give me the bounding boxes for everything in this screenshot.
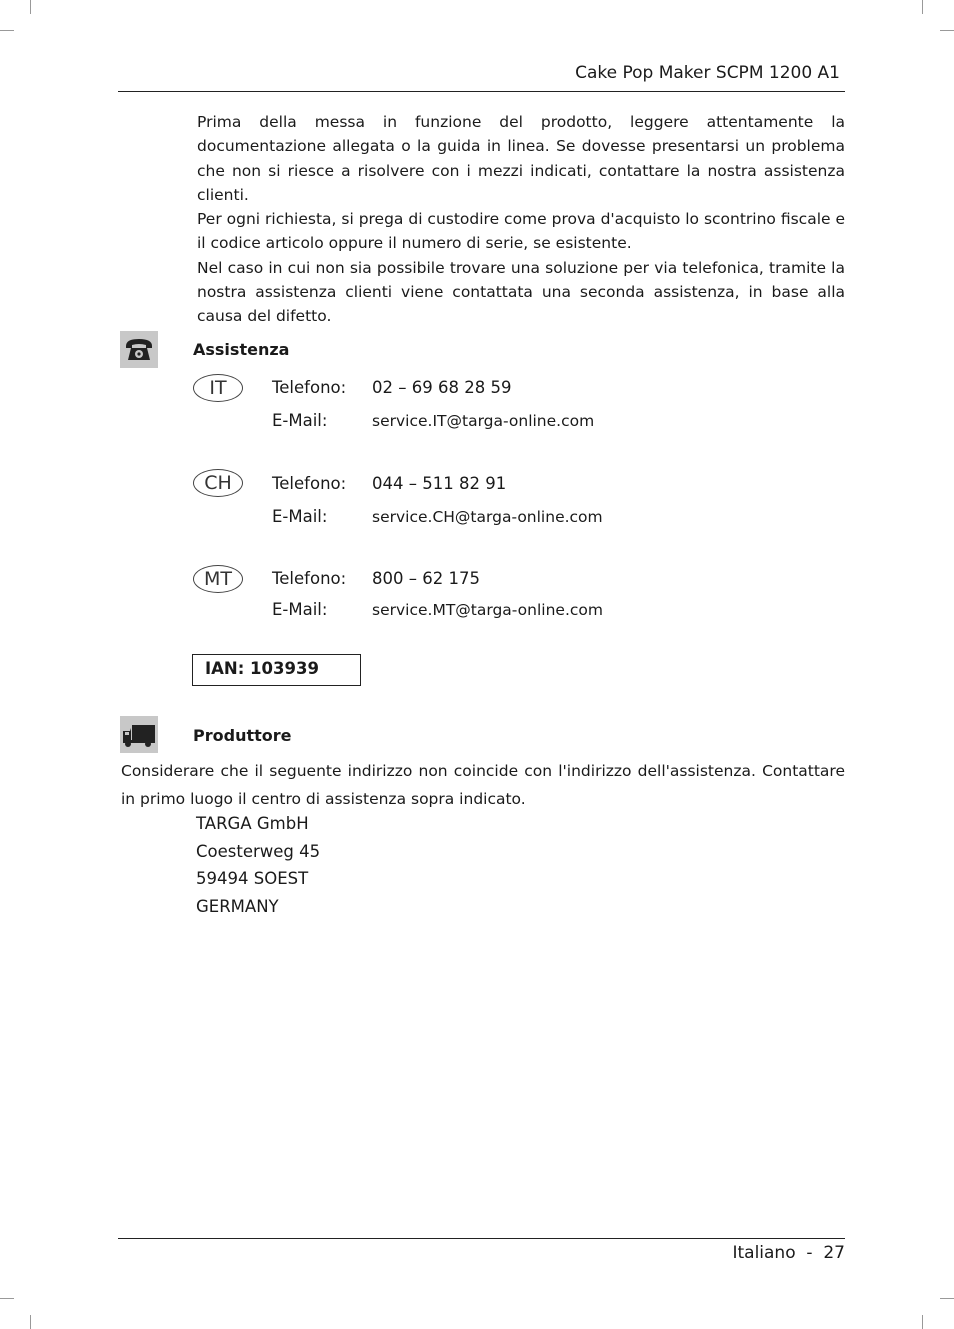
assistenza-title: Assistenza (193, 340, 290, 359)
email-link[interactable]: service.MT@targa-online.com (372, 601, 603, 619)
intro-text (197, 110, 845, 329)
address-line: TARGA GmbH (196, 814, 309, 833)
truck-icon (120, 716, 158, 753)
footer-rule (118, 1238, 845, 1239)
phone-number: 02 – 69 68 28 59 (372, 378, 512, 397)
crop-mark (922, 1315, 923, 1329)
crop-mark (0, 30, 14, 31)
phone-label: Telefono: (272, 378, 347, 397)
page-number: Italiano - 27 (732, 1243, 845, 1263)
header-title: Cake Pop Maker SCPM 1200 A1 (575, 63, 840, 83)
address-line: GERMANY (196, 897, 279, 916)
phone-number: 044 – 511 82 91 (372, 474, 507, 493)
ian-box: IAN: 103939 (192, 654, 361, 686)
intro-paragraph: Nel caso in cui non sia possibile trovare una soluzione per via telefonica, tramite la nostra assistenza clienti viene contattata una seconda assistenza, in base alla causa del difetto. (197, 258, 845, 326)
crop-mark (0, 1298, 14, 1299)
crop-mark (940, 1298, 954, 1299)
crop-mark (940, 30, 954, 31)
address-line: Coesterweg 45 (196, 842, 321, 861)
email-label: E-Mail: (272, 411, 328, 430)
crop-mark (922, 0, 923, 14)
crop-mark (30, 0, 31, 14)
country-badge-ch: CH (193, 469, 243, 497)
header-rule (118, 91, 845, 92)
email-label: E-Mail: (272, 507, 328, 526)
email-label: E-Mail: (272, 600, 328, 619)
email-link[interactable]: service.CH@targa-online.com (372, 508, 603, 526)
phone-label: Telefono: (272, 569, 347, 588)
country-badge-mt: MT (193, 565, 243, 593)
country-badge-it: IT (193, 374, 243, 402)
phone-number: 800 – 62 175 (372, 569, 480, 588)
produttore-text: Considerare che il seguente indirizzo non coincide con l'indirizzo dell'assistenza. Contattare in primo luogo il centro di assistenza sopra indicato. (121, 762, 845, 808)
email-link[interactable]: service.IT@targa-online.com (372, 412, 595, 430)
crop-mark (30, 1315, 31, 1329)
telephone-icon (120, 331, 158, 368)
address-line: 59494 SOEST (196, 869, 309, 888)
produttore-title: Produttore (193, 726, 292, 745)
phone-label: Telefono: (272, 474, 347, 493)
intro-paragraph: Prima della messa in funzione del prodotto, leggere attentamente la documentazione allegata o la guida in linea. Se dovesse presentarsi un problema che non si riesce a risolvere con i mezzi indicati, contattare la nostra assistenza clienti. (197, 113, 845, 204)
intro-paragraph: Per ogni richiesta, si prega di custodire come prova d'acquisto lo scontrino fiscale e il codice articolo oppure il numero di serie, se esistente. (197, 210, 846, 253)
